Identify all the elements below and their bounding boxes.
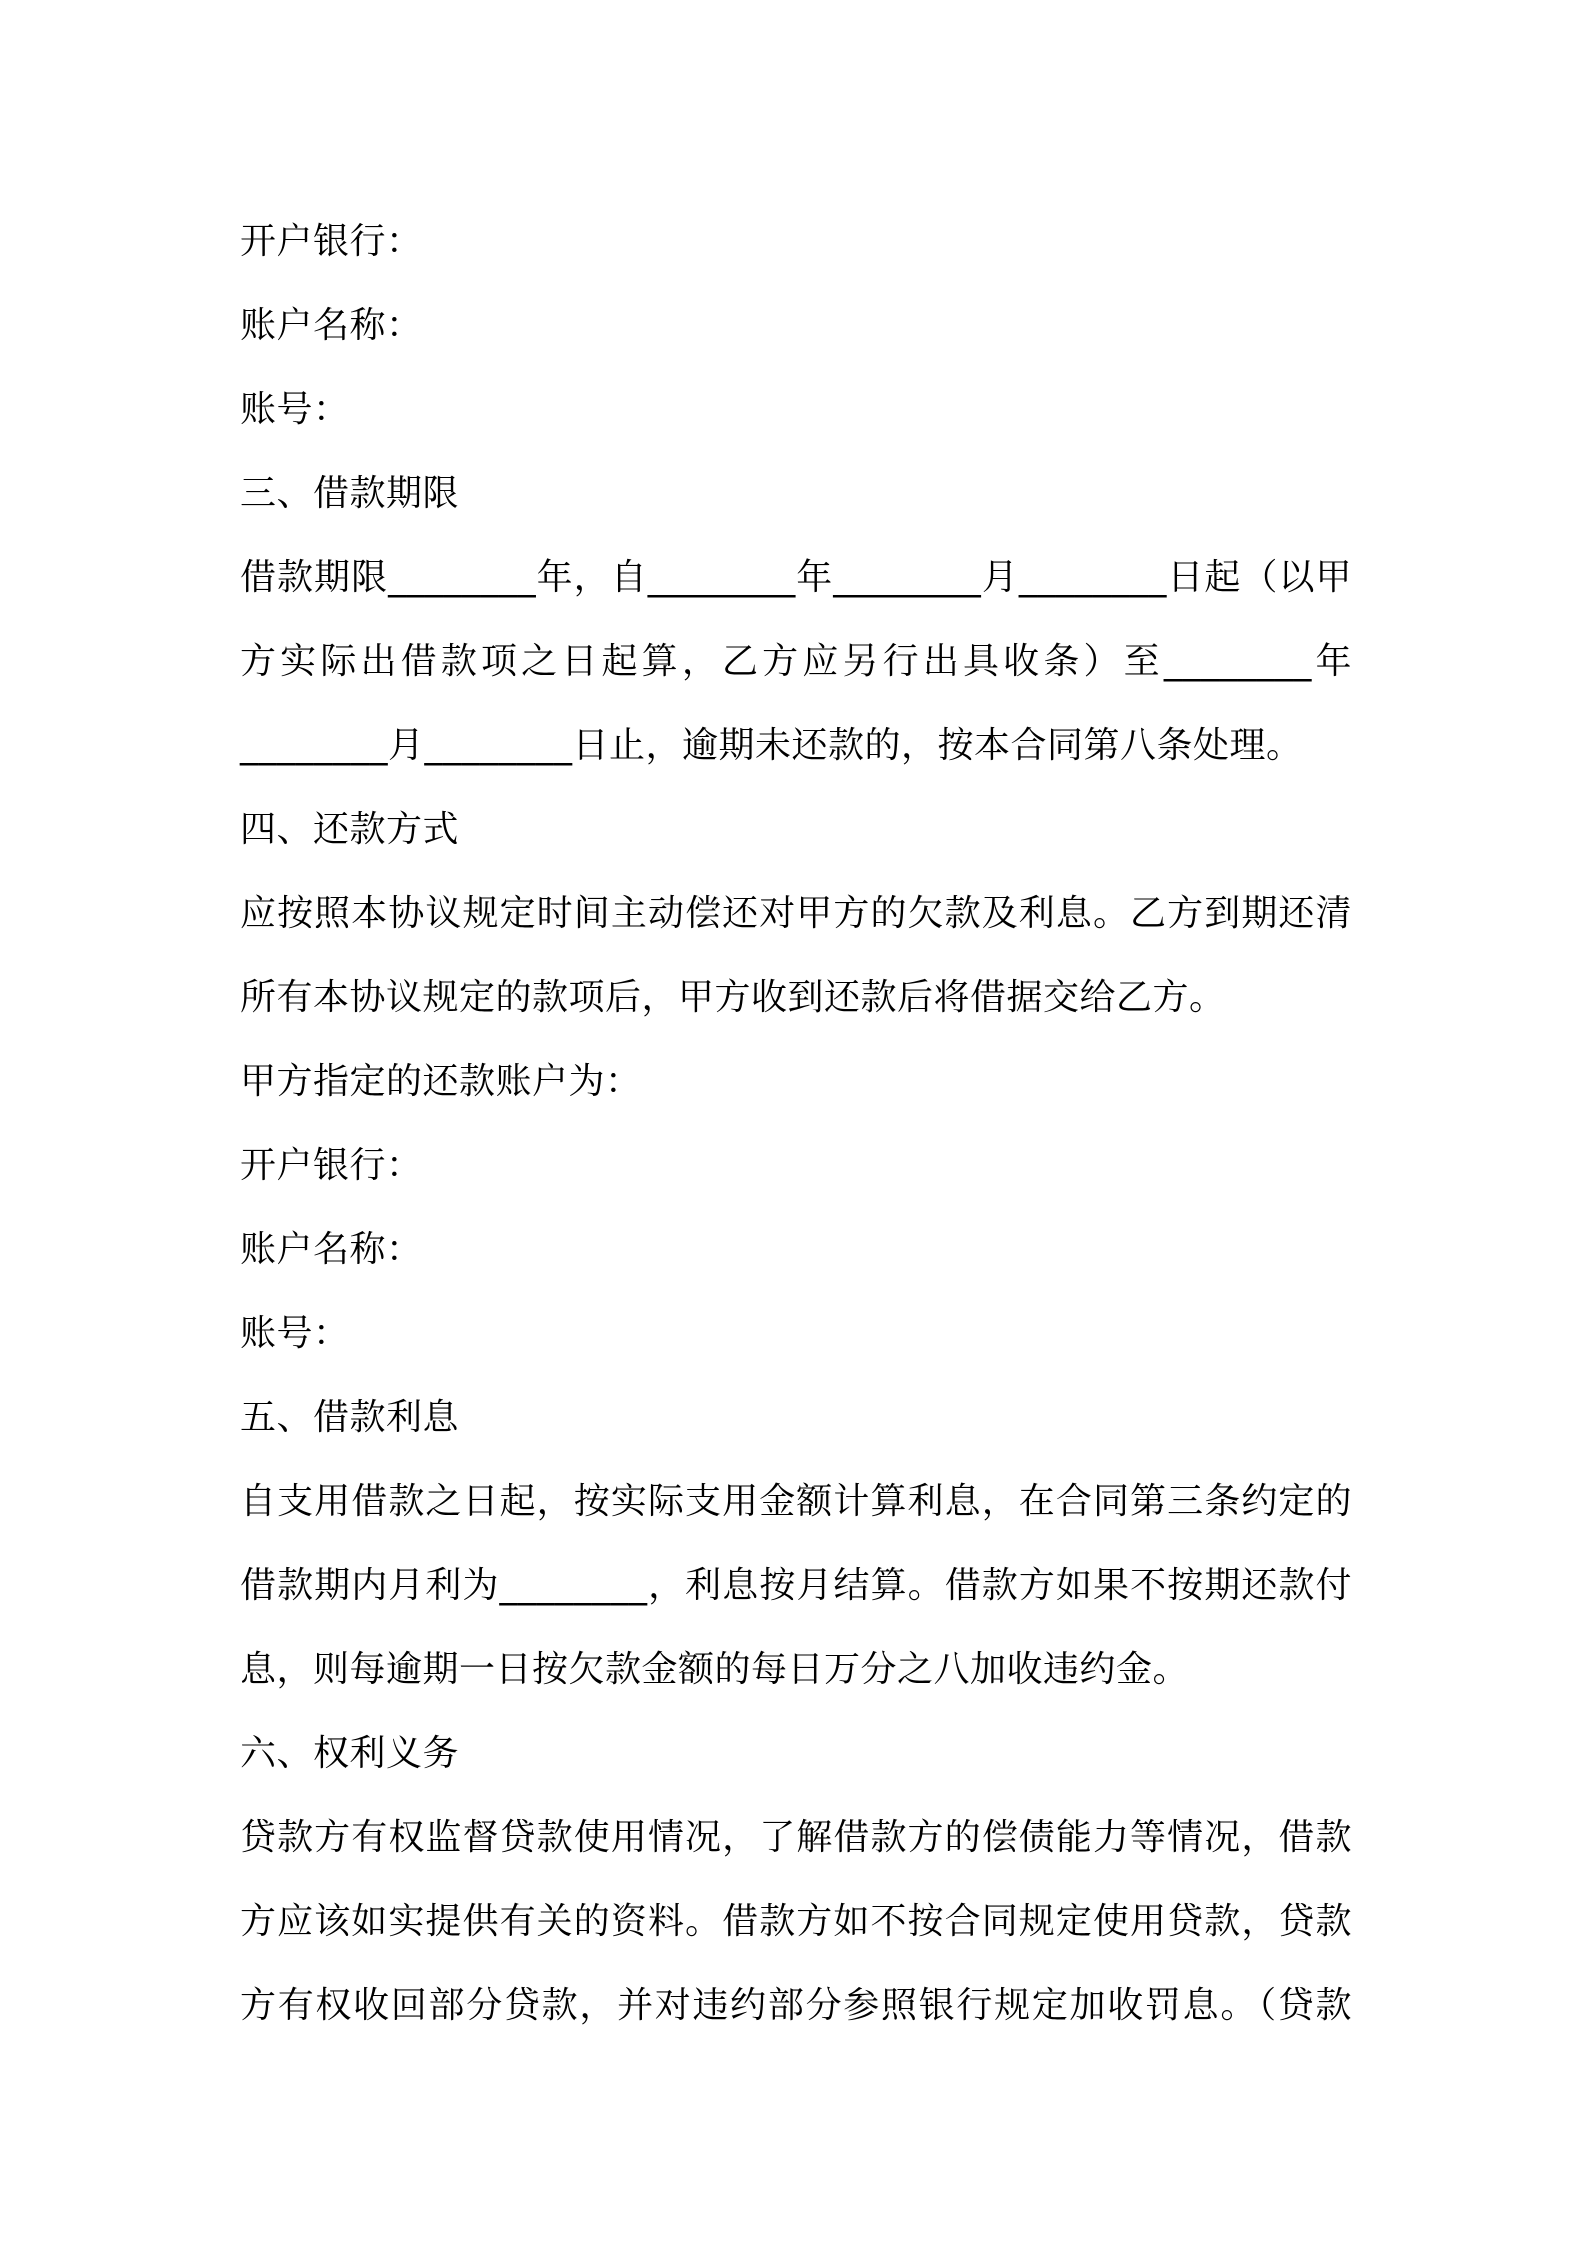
account-number-label-2: 账号： [240,1313,350,1354]
section-heading-loan-term: 三、借款期限 [240,473,460,514]
account-number-label-1: 账号： [240,389,350,430]
account-name-label-2: 账户名称： [240,1229,423,1270]
loan-term-paragraph-line-2: 方实际出借款项之日起算，乙方应另行出具收条）至________年 [240,641,1352,682]
rights-paragraph-line-3: 方有权收回部分贷款，并对违约部分参照银行规定加收罚息。（贷款 [240,1985,1352,2026]
interest-paragraph-line-2: 借款期内月利为________，利息按月结算。借款方如果不按期还款付 [240,1565,1352,1606]
bank-label-2: 开户银行： [240,1145,423,1186]
section-heading-rights: 六、权利义务 [240,1733,460,1774]
bank-label-1: 开户银行： [240,221,423,262]
repayment-paragraph-line-2: 所有本协议规定的款项后，甲方收到还款后将借据交给乙方。 [240,977,1226,1018]
section-heading-interest: 五、借款利息 [240,1397,460,1438]
rights-paragraph-line-2: 方应该如实提供有关的资料。借款方如不按合同规定使用贷款，贷款 [240,1901,1352,1942]
loan-term-paragraph-line-1: 借款期限________年，自________年________月________日起（以甲 [240,557,1352,598]
loan-term-paragraph-line-3: ________月________日止，逾期未还款的，按本合同第八条处理。 [240,725,1303,766]
interest-paragraph-line-1: 自支用借款之日起，按实际支用金额计算利息，在合同第三条约定的 [240,1481,1352,1522]
contract-page [240,200,1360,2048]
repayment-paragraph-line-1: 应按照本协议规定时间主动偿还对甲方的欠款及利息。乙方到期还清 [240,893,1352,934]
repayment-account-intro: 甲方指定的还款账户为： [240,1061,642,1102]
rights-paragraph-line-1: 贷款方有权监督贷款使用情况，了解借款方的偿债能力等情况，借款 [240,1817,1352,1858]
interest-paragraph-line-3: 息，则每逾期一日按欠款金额的每日万分之八加收违约金。 [240,1649,1190,1690]
account-name-label-1: 账户名称： [240,305,423,346]
section-heading-repayment: 四、还款方式 [240,809,460,850]
